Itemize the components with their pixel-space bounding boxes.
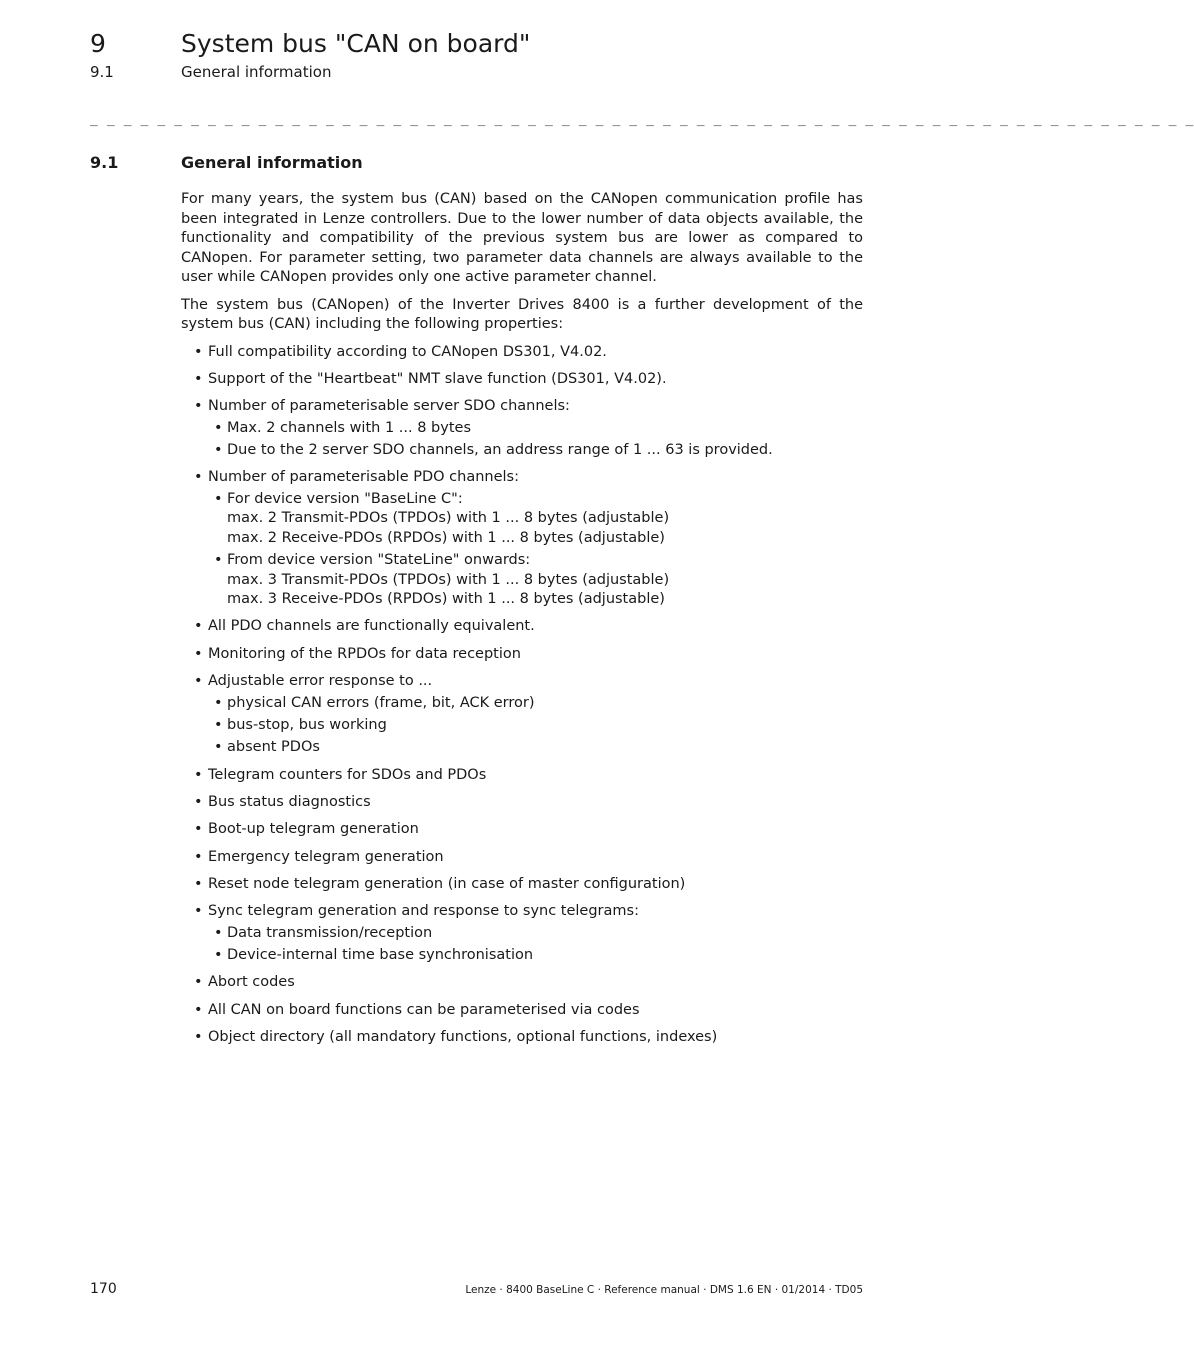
list-item-text: Monitoring of the RPDOs for data reception: [208, 645, 521, 662]
section-heading: General information: [181, 153, 363, 172]
list-item-text: Abort codes: [208, 974, 295, 991]
sub-list-item: [208, 419, 863, 439]
list-item: [181, 1001, 863, 1021]
list-item-text: Sync telegram generation and response to sync telegrams:: [208, 903, 639, 920]
list-item: [181, 672, 863, 758]
dashed-divider: _ _ _ _ _ _ _ _ _ _ _ _ _ _ _ _ _ _ _ _ _ _ _ _ _ _ _ _ _ _ _ _ _ _ _ _ _ _ _ _ _ _ _ _ _ _ _ _ _ _ _ _ _ _ _ _ _ _ _ _ _ _ _ _ _ _: [90, 112, 1194, 127]
sub-list-item-line: • Device-internal time base synchronisation: [227, 947, 534, 964]
list-item: [181, 370, 863, 390]
list-item: [181, 848, 863, 868]
sub-list: [208, 490, 863, 610]
sub-list-item: [208, 946, 863, 966]
list-item: [181, 766, 863, 786]
list-item-text: Support of the "Heartbeat" NMT slave function (DS301, V4.02).: [208, 370, 667, 387]
list-item: [181, 902, 863, 965]
header-section-number: 9.1: [90, 63, 114, 81]
list-item-text: Bus status diagnostics: [208, 793, 371, 810]
list-item: [181, 875, 863, 895]
list-item-text: Reset node telegram generation (in case of master configuration): [208, 875, 686, 892]
section-body: [181, 190, 863, 1055]
sub-list-item-line: • Due to the 2 server SDO channels, an address range of 1 ... 63 is provided.: [227, 441, 773, 458]
list-item-text: Emergency telegram generation: [208, 848, 444, 865]
intro-paragraph: For many years, the system bus (CAN) based on the CANopen communication profile has been integrated in Lenze controllers. Due to the lower number of data objects available, the functionality and compatibility of the previous system bus are lower as compared to CANopen. For parameter setting, two parameter data channels are always available to the user while CANopen provides only one active parameter channel.: [181, 191, 863, 285]
sub-list-item-line: • physical CAN errors (frame, bit, ACK error): [227, 694, 535, 711]
sub-list-item-line: max. 3 Transmit-PDOs (TPDOs) with 1 ... 8 bytes (adjustable): [227, 571, 670, 588]
sub-list-item-line: • For device version "BaseLine C":: [227, 490, 463, 507]
sub-list-item-line: • Max. 2 channels with 1 ... 8 bytes: [227, 419, 471, 436]
section-number: 9.1: [90, 153, 119, 172]
list-item: [181, 617, 863, 637]
list-item-text: Object directory (all mandatory functions, optional functions, indexes): [208, 1028, 718, 1045]
sub-list-item-line: max. 2 Transmit-PDOs (TPDOs) with 1 ... 8 bytes (adjustable): [227, 510, 670, 527]
properties-paragraph: The system bus (CANopen) of the Inverter Drives 8400 is a further development of the system bus (CAN) including the following properties:: [181, 296, 863, 332]
page-number: 170: [90, 1281, 117, 1297]
list-item-text: Telegram counters for SDOs and PDOs: [208, 766, 487, 783]
sub-list-item: [208, 490, 863, 549]
sub-list-item-line: max. 2 Receive-PDOs (RPDOs) with 1 ... 8 bytes (adjustable): [227, 529, 665, 546]
list-item-text: Boot-up telegram generation: [208, 821, 419, 838]
list-item-text: Number of parameterisable PDO channels:: [208, 469, 519, 486]
sub-list-item: [208, 441, 863, 461]
sub-list-item: [208, 738, 863, 758]
property-list: [181, 343, 863, 1048]
chapter-title: System bus "CAN on board": [181, 29, 531, 58]
list-item: [181, 793, 863, 813]
sub-list-item-line: • Data transmission/reception: [227, 924, 433, 941]
list-item: [181, 973, 863, 993]
sub-list: [208, 694, 863, 758]
sub-list: [208, 419, 863, 461]
sub-list-item: [208, 551, 863, 610]
sub-list-item-line: • bus-stop, bus working: [227, 716, 387, 733]
list-item: [181, 1028, 863, 1048]
sub-list-item: [208, 716, 863, 736]
list-item-text: Number of parameterisable server SDO channels:: [208, 398, 570, 415]
sub-list-item: [208, 924, 863, 944]
list-item: [181, 820, 863, 840]
list-item-text: Adjustable error response to ...: [208, 673, 433, 690]
sub-list-item-line: • From device version "StateLine" onwards:: [227, 552, 531, 569]
list-item: [181, 397, 863, 460]
list-item: [181, 645, 863, 665]
footer-doc-info: Lenze · 8400 BaseLine C · Reference manual · DMS 1.6 EN · 01/2014 · TD05: [465, 1284, 863, 1296]
list-item: [181, 343, 863, 363]
list-item-text: Full compatibility according to CANopen DS301, V4.02.: [208, 343, 607, 360]
header-section-title: General information: [181, 63, 332, 81]
sub-list: [208, 924, 863, 966]
sub-list-item-line: max. 3 Receive-PDOs (RPDOs) with 1 ... 8 bytes (adjustable): [227, 591, 665, 608]
list-item: [181, 468, 863, 609]
chapter-number: 9: [90, 29, 106, 58]
sub-list-item: [208, 694, 863, 714]
sub-list-item-line: • absent PDOs: [227, 739, 320, 756]
list-item-text: All CAN on board functions can be parameterised via codes: [208, 1001, 640, 1018]
list-item-text: All PDO channels are functionally equivalent.: [208, 618, 535, 635]
